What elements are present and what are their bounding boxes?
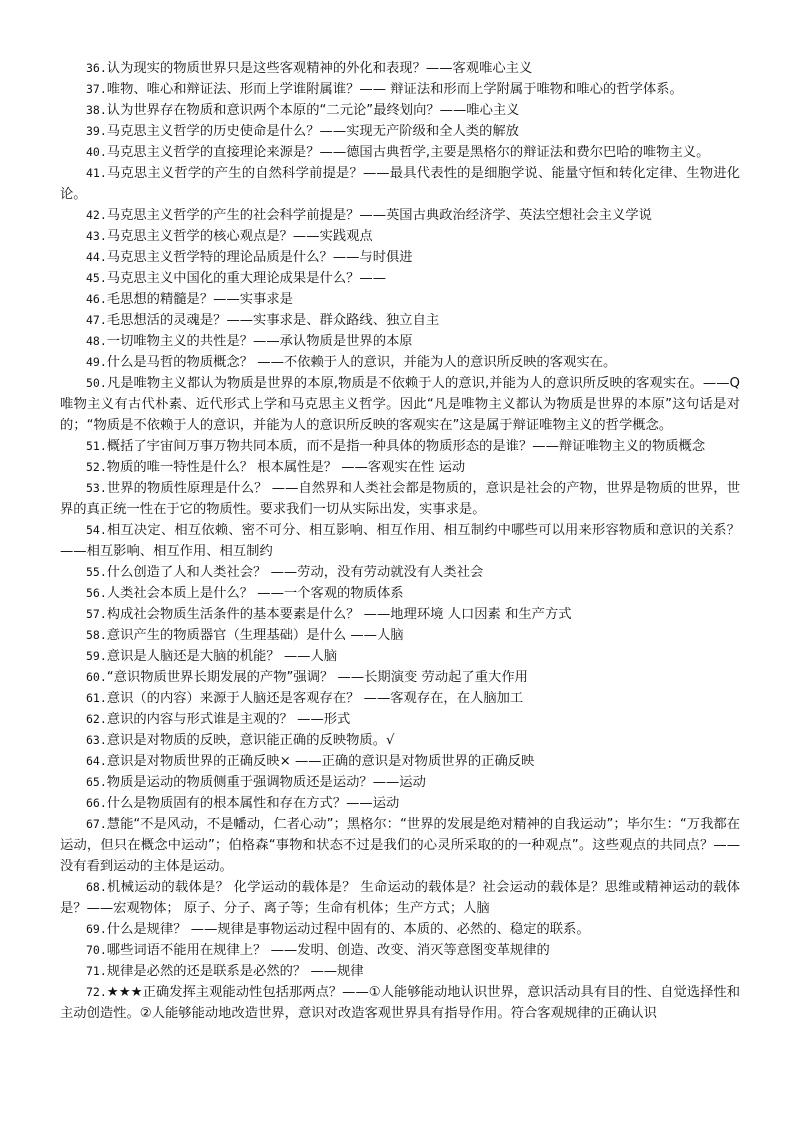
question-number: 66. (86, 796, 107, 810)
question-text: 意识是对物质的反映，意识能正确的反映物质。√ (106, 733, 395, 748)
question-number: 45. (86, 271, 107, 285)
question-text: 慧能“不是风动，不是幡动，仁者心动”；黑格尔：“世界的发展是绝对精神的自我运动”；毕尔生：“万我都在运动，但只在概念中运动”；伯格森“事物和状态不过是我们的心灵所采取的的一种观点”。这些观点的共同点？——没有看到运动的主体是运动。 (60, 817, 740, 874)
question-number: 72. (86, 985, 107, 999)
question-text: 什么是马哲的物质概念？ ——不依赖于人的意识，并能为人的意识所反映的客观实在。 (106, 355, 617, 370)
question-text: 概括了宇宙间万事万物共同本质，而不是指一种具体的物质形态的是谁？——辩证唯物主义的物质概念 (106, 439, 706, 454)
question-text: 毛思想活的灵魂是？——实事求是、群众路线、独立自主 (106, 313, 440, 328)
question-number: 58. (86, 628, 107, 642)
question-item (60, 58, 740, 79)
question-text: 哪些词语不能用在规律上？ ——发明、创造、改变、消灭等意图变革规律的 (106, 943, 550, 958)
question-number: 69. (86, 922, 107, 936)
question-text: 认为世界存在物质和意识两个本原的“二元论”最终划向？——唯心主义 (106, 103, 520, 118)
question-item (60, 436, 740, 457)
question-item (60, 961, 740, 982)
question-item (60, 268, 740, 289)
question-text: 什么是物质固有的根本属性和存在方式？——运动 (106, 796, 400, 811)
question-text: 意识（的内容）来源于人脑还是客观存在？ ——客观存在，在人脑加工 (106, 691, 524, 706)
question-item (60, 793, 740, 814)
question-number: 65. (86, 775, 107, 789)
question-item (60, 79, 740, 100)
question-number: 67. (86, 817, 107, 831)
question-number: 60. (86, 670, 107, 684)
question-item (60, 562, 740, 583)
question-text: 凡是唯物主义都认为物质是世界的本原,物质是不依赖于人的意识,并能为人的意识所反映的客观实在。——Q 唯物主义有古代朴素、近代形式上学和马克思主义哲学。因此“凡是唯物主义都认为物质是世界的本原”这句话是对的；“物质是不依赖于人的意识，并能为人的意识所反映的客观实在”这是属于辩证唯物主义的哲学概念。 (60, 376, 740, 433)
question-number: 61. (86, 691, 107, 705)
question-number: 40. (86, 145, 107, 159)
question-item (60, 814, 740, 877)
question-text: 一切唯物主义的共性是？——承认物质是世界的本原 (106, 334, 413, 349)
question-text: 马克思主义哲学特的理论品质是什么？——与时俱进 (106, 250, 413, 265)
question-item (60, 226, 740, 247)
question-text: 马克思主义中国化的重大理论成果是什么？—— (106, 271, 387, 286)
question-item (60, 121, 740, 142)
question-text: 马克思主义哲学的直接理论来源是？——德国古典哲学,主要是黑格尔的辩证法和费尔巴哈的唯物主义。 (106, 145, 710, 160)
question-text: 马克思主义哲学的核心观点是？——实践观点 (106, 229, 373, 244)
question-text: 相互决定、相互依赖、密不可分、相互影响、相互作用、相互制约中哪些可以用来形容物质和意识的关系？ ——相互影响、相互作用、相互制约 (60, 523, 740, 559)
question-item (60, 919, 740, 940)
question-number: 57. (86, 607, 107, 621)
question-text: 什么是规律？ ——规律是事物运动过程中固有的、本质的、必然的、稳定的联系。 (106, 922, 590, 937)
question-item (60, 667, 740, 688)
question-item (60, 205, 740, 226)
question-number: 37. (86, 82, 107, 96)
question-item (60, 646, 740, 667)
question-item (60, 709, 740, 730)
question-number: 39. (86, 124, 107, 138)
question-number: 68. (86, 880, 107, 894)
question-text: 马克思主义哲学的历史使命是什么？——实现无产阶级和全人类的解放 (106, 124, 519, 139)
question-item (60, 331, 740, 352)
question-text: 马克思主义哲学的产生的自然科学前提是？——最具代表性的是细胞学说、能量守恒和转化定律、生物进化论。 (60, 166, 740, 202)
question-number: 48. (86, 334, 107, 348)
question-number: 55. (86, 565, 107, 579)
question-text: 毛思想的精髓是？——实事求是 (106, 292, 293, 307)
question-text: 人类社会本质上是什么？ ——一个客观的物质体系 (106, 586, 404, 601)
question-item (60, 625, 740, 646)
question-text: 构成社会物质生活条件的基本要素是什么？ ——地理环境 人口因素 和生产方式 (106, 607, 572, 622)
question-number: 54. (86, 523, 107, 537)
question-number: 71. (86, 964, 107, 978)
question-item (60, 583, 740, 604)
question-number: 62. (86, 712, 107, 726)
question-text: 认为现实的物质世界只是这些客观精神的外化和表现？——客观唯心主义 (106, 61, 533, 76)
question-text: 规律是必然的还是联系是必然的？ ——规律 (106, 964, 364, 979)
question-item (60, 289, 740, 310)
question-number: 50. (86, 376, 107, 390)
question-number: 44. (86, 250, 107, 264)
question-text: 唯物、唯心和辩证法、形而上学谁附属谁？—— 辩证法和形而上学附属于唯物和唯心的哲学体系。 (106, 82, 683, 97)
question-text: 马克思主义哲学的产生的社会科学前提是？——英国古典政治经济学、英法空想社会主义学说 (106, 208, 652, 223)
question-number: 41. (86, 166, 107, 180)
question-number: 46. (86, 292, 107, 306)
question-text: 机械运动的载体是？ 化学运动的载体是？ 生命运动的载体是？社会运动的载体是？思维或精神运动的载体是？——宏观物体； 原子、分子、离子等；生命有机体；生产方式；人脑 (60, 880, 740, 916)
question-number: 51. (86, 439, 107, 453)
question-item (60, 457, 740, 478)
question-number: 42. (86, 208, 107, 222)
question-item (60, 478, 740, 520)
question-item (60, 604, 740, 625)
question-number: 59. (86, 649, 107, 663)
question-text: 意识的内容与形式谁是主观的？ ——形式 (106, 712, 351, 727)
question-item (60, 310, 740, 331)
question-text: ★★★正确发挥主观能动性包括那两点？——①人能够能动地认识世界，意识活动具有目的性、自觉选择性和主动创造性。②人能够能动地改造世界，意识对改造客观世界具有指导作用。符合客观规律的正确认识 (60, 985, 740, 1021)
question-text: 物质是运动的物质侧重于强调物质还是运动？——运动 (106, 775, 426, 790)
question-text: “意识物质世界长期发展的产物”强调？ ——长期演变 劳动起了重大作用 (106, 670, 528, 685)
question-number: 56. (86, 586, 107, 600)
question-item (60, 940, 740, 961)
question-number: 47. (86, 313, 107, 327)
question-item (60, 772, 740, 793)
question-item (60, 142, 740, 163)
question-item (60, 751, 740, 772)
document-page (60, 58, 740, 1024)
question-item (60, 163, 740, 205)
question-text: 意识是对物质世界的正确反映× ——正确的意识是对物质世界的正确反映 (106, 754, 535, 769)
question-number: 53. (86, 481, 107, 495)
question-item (60, 688, 740, 709)
question-item (60, 730, 740, 751)
question-item (60, 373, 740, 436)
question-item (60, 247, 740, 268)
question-number: 52. (86, 460, 107, 474)
question-number: 64. (86, 754, 107, 768)
question-number: 70. (86, 943, 107, 957)
question-text: 世界的物质性原理是什么？ ——自然界和人类社会都是物质的，意识是社会的产物，世界是物质的世界，世界的真正统一性在于它的物质性。要求我们一切从实际出发，实事求是。 (60, 481, 740, 517)
question-item (60, 520, 740, 562)
question-text: 意识产生的物质器官（生理基础）是什么 ——人脑 (106, 628, 404, 643)
question-number: 49. (86, 355, 107, 369)
question-text: 物质的唯一特性是什么？ 根本属性是？ ——客观实在性 运动 (106, 460, 466, 475)
question-item (60, 352, 740, 373)
question-number: 38. (86, 103, 107, 117)
question-number: 63. (86, 733, 107, 747)
question-text: 意识是人脑还是大脑的机能？ ——人脑 (106, 649, 338, 664)
question-number: 36. (86, 61, 107, 75)
question-item (60, 877, 740, 919)
question-item (60, 100, 740, 121)
question-item (60, 982, 740, 1024)
question-text: 什么创造了人和人类社会？ ——劳动，没有劳动就没有人类社会 (106, 565, 484, 580)
question-number: 43. (86, 229, 107, 243)
